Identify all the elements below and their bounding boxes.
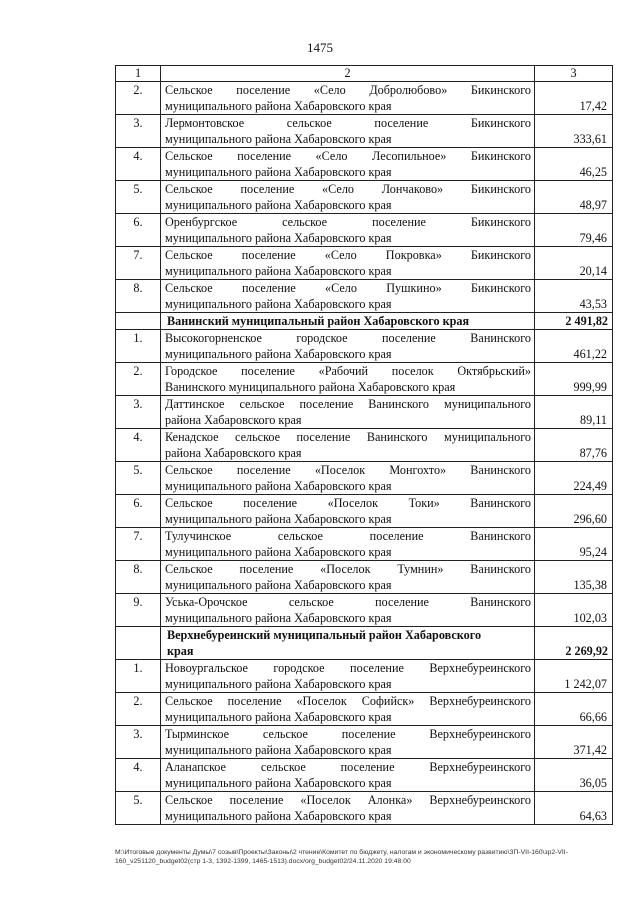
settlement-name-cell: [161, 792, 535, 825]
row-number-cell: [116, 693, 161, 726]
settlement-name-cell: [161, 429, 535, 462]
settlement-name-line-2: муниципального района Хабаровского края: [165, 198, 392, 212]
amount-cell: [535, 594, 613, 627]
amount-cell: [535, 429, 613, 462]
settlement-name-line-1: Кенадское сельское поселение Ванинского муниципального: [165, 430, 531, 444]
header-col-2: 2: [161, 66, 535, 82]
amount-cell: [535, 115, 613, 148]
row-number-cell: [116, 792, 161, 825]
settlement-name-line-1: Сельское поселение «Село Покровка» Бикинского: [165, 248, 531, 262]
row-number: 6.: [133, 496, 143, 510]
settlement-name-line-1: Тырминское сельское поселение Верхнебуреинского: [165, 727, 531, 741]
row-number: 4.: [133, 430, 143, 444]
row-number-cell: [116, 528, 161, 561]
district-total-value: 2 491,82: [565, 314, 608, 328]
amount-value: 999,99: [573, 380, 607, 394]
settlement-name-cell: [161, 396, 535, 429]
settlement-name-line-2: муниципального района Хабаровского края: [165, 231, 392, 245]
amount-cell: [535, 214, 613, 247]
settlement-name-line-2: муниципального района Хабаровского края: [165, 99, 392, 113]
amount-cell: [535, 726, 613, 759]
amount-cell: [535, 247, 613, 280]
bikin-settlement-row: [116, 280, 613, 313]
settlement-name-cell: [161, 594, 535, 627]
vanino-settlement-row: [116, 561, 613, 594]
verkhnebureinsky-settlement-row: [116, 726, 613, 759]
amount-value: 43,53: [579, 297, 607, 311]
row-number: 3.: [133, 116, 143, 130]
row-number: 2.: [133, 694, 143, 708]
row-number-cell: [116, 726, 161, 759]
row-number: 7.: [133, 248, 143, 262]
settlement-name-cell: [161, 759, 535, 792]
district-total-cell: [535, 627, 613, 660]
district-total-row-vanino: [116, 313, 613, 330]
amount-value: 46,25: [579, 165, 607, 179]
settlement-name-line-1: Лермонтовское сельское поселение Бикинского: [165, 116, 531, 130]
row-number-cell: [116, 594, 161, 627]
vanino-settlement-row: [116, 396, 613, 429]
row-number: 5.: [133, 793, 143, 807]
settlement-name-line-2: муниципального района Хабаровского края: [165, 677, 392, 691]
row-number-cell: [116, 495, 161, 528]
district-name-cell: [161, 313, 535, 330]
vanino-settlement-row: [116, 495, 613, 528]
vanino-settlement-row: [116, 528, 613, 561]
row-number: 8.: [133, 281, 143, 295]
amount-cell: [535, 330, 613, 363]
settlement-name-line-1: Даттинское сельское поселение Ванинского муниципального: [165, 397, 531, 411]
row-number: 8.: [133, 562, 143, 576]
district-total-row-verkhnebureinsky: [116, 627, 613, 660]
row-number: 3.: [133, 397, 143, 411]
vanino-settlement-row: [116, 429, 613, 462]
amount-cell: [535, 396, 613, 429]
district-name: Ванинский муниципальный район Хабаровского края: [167, 314, 470, 328]
amount-cell: [535, 561, 613, 594]
settlement-name-cell: [161, 726, 535, 759]
amount-cell: [535, 495, 613, 528]
settlement-name-line-1: Оренбургское сельское поселение Бикинского: [165, 215, 531, 229]
amount-value: 64,63: [579, 809, 607, 823]
header-col-1: 1: [116, 66, 161, 82]
settlement-name-line-2: муниципального района Хабаровского края: [165, 611, 392, 625]
settlement-name-cell: [161, 280, 535, 313]
amount-value: 371,42: [573, 743, 607, 757]
row-number: 4.: [133, 760, 143, 774]
amount-value: 66,66: [579, 710, 607, 724]
settlement-name-line-2: района Хабаровского края: [165, 446, 302, 460]
row-number-cell: [116, 247, 161, 280]
row-number: 3.: [133, 727, 143, 741]
settlement-name-line-1: Сельское поселение «Село Пушкино» Бикинского: [165, 281, 531, 295]
settlement-name-cell: [161, 330, 535, 363]
row-number-cell: [116, 396, 161, 429]
verkhnebureinsky-settlement-row: [116, 792, 613, 825]
settlement-name-cell: [161, 462, 535, 495]
settlement-name-cell: [161, 495, 535, 528]
row-number-cell: [116, 181, 161, 214]
settlement-name-line-1: Высокогорненское городское поселение Ванинского: [165, 331, 531, 345]
amount-cell: [535, 148, 613, 181]
settlement-name-cell: [161, 82, 535, 115]
amount-cell: [535, 82, 613, 115]
settlement-name-line-1: Сельское поселение «Поселок Монгохто» Ванинского: [165, 463, 531, 477]
row-number-cell: [116, 214, 161, 247]
amount-value: 1 242,07: [564, 677, 607, 691]
row-number-cell: [116, 561, 161, 594]
amount-value: 461,22: [573, 347, 607, 361]
row-number: 7.: [133, 529, 143, 543]
amount-value: 89,11: [580, 413, 607, 427]
row-number-cell: [116, 330, 161, 363]
settlement-name-line-2: муниципального района Хабаровского края: [165, 743, 392, 757]
settlement-name-line-1: Аланапское сельское поселение Верхнебуреинского: [165, 760, 531, 774]
settlement-name-line-1: Сельское поселение «Село Лончаково» Бикинского: [165, 182, 531, 196]
vanino-settlement-row: [116, 594, 613, 627]
settlement-name-line-2: муниципального района Хабаровского края: [165, 776, 392, 790]
bikin-settlement-row: [116, 181, 613, 214]
settlement-name-line-2: муниципального района Хабаровского края: [165, 710, 392, 724]
empty-number-cell: [116, 313, 161, 330]
row-number-cell: [116, 363, 161, 396]
district-total-value: 2 269,92: [565, 644, 608, 658]
page-number: 1475: [307, 40, 333, 55]
row-number-cell: [116, 82, 161, 115]
vanino-settlement-row: [116, 330, 613, 363]
settlement-name-line-1: Сельское поселение «Село Добролюбово» Бикинского: [165, 83, 531, 97]
bikin-settlement-row: [116, 148, 613, 181]
row-number: 4.: [133, 149, 143, 163]
district-name-line-1: Верхнебуреинский муниципальный район Хабаровского: [167, 628, 482, 642]
settlement-name-line-1: Сельское поселение «Поселок Алонка» Верхнебуреинского: [165, 793, 531, 807]
amount-cell: [535, 528, 613, 561]
row-number: 1.: [133, 661, 143, 675]
row-number: 5.: [133, 182, 143, 196]
settlement-name-line-2: муниципального района Хабаровского края: [165, 264, 392, 278]
settlement-name-line-2: муниципального района Хабаровского края: [165, 512, 392, 526]
empty-number-cell: [116, 627, 161, 660]
settlement-name-line-1: Сельское поселение «Поселок Софийск» Верхнебуреинского: [165, 694, 531, 708]
row-number-cell: [116, 759, 161, 792]
settlement-name-line-2: муниципального района Хабаровского края: [165, 132, 392, 146]
settlement-name-cell: [161, 247, 535, 280]
bikin-settlement-row: [116, 247, 613, 280]
budget-table: [115, 65, 613, 825]
amount-cell: [535, 280, 613, 313]
amount-value: 333,61: [573, 132, 607, 146]
settlement-name-line-2: муниципального района Хабаровского края: [165, 545, 392, 559]
settlement-name-line-2: муниципального района Хабаровского края: [165, 809, 392, 823]
amount-cell: [535, 759, 613, 792]
amount-cell: [535, 792, 613, 825]
settlement-name-cell: [161, 181, 535, 214]
settlement-name-line-2: муниципального района Хабаровского края: [165, 479, 392, 493]
row-number-cell: [116, 429, 161, 462]
row-number-cell: [116, 462, 161, 495]
row-number-cell: [116, 148, 161, 181]
table-header-row: [116, 66, 613, 82]
settlement-name-line-2: района Хабаровского края: [165, 413, 302, 427]
verkhnebureinsky-settlement-row: [116, 660, 613, 693]
vanino-settlement-row: [116, 363, 613, 396]
settlement-name-cell: [161, 115, 535, 148]
vanino-settlement-row: [116, 462, 613, 495]
amount-cell: [535, 693, 613, 726]
settlement-name-cell: [161, 528, 535, 561]
row-number: 1.: [133, 331, 143, 345]
verkhnebureinsky-settlement-row: [116, 693, 613, 726]
amount-value: 36,05: [579, 776, 607, 790]
settlement-name-line-1: Сельское поселение «Село Лесопильное» Бикинского: [165, 149, 531, 163]
amount-cell: [535, 660, 613, 693]
settlement-name-line-2: муниципального района Хабаровского края: [165, 165, 392, 179]
amount-value: 95,24: [579, 545, 607, 559]
district-name-line-2: края: [167, 644, 194, 658]
row-number: 9.: [133, 595, 143, 609]
amount-value: 17,42: [579, 99, 607, 113]
settlement-name-line-1: Сельское поселение «Поселок Тумнин» Ванинского: [165, 562, 531, 576]
amount-value: 296,60: [573, 512, 607, 526]
row-number: 2.: [133, 83, 143, 97]
row-number: 2.: [133, 364, 143, 378]
row-number-cell: [116, 660, 161, 693]
row-number: 5.: [133, 463, 143, 477]
amount-value: 20,14: [579, 264, 607, 278]
settlement-name-line-1: Новоургальское городское поселение Верхнебуреинского: [165, 661, 531, 675]
amount-value: 135,38: [573, 578, 607, 592]
row-number-cell: [116, 115, 161, 148]
amount-cell: [535, 363, 613, 396]
bikin-settlement-row: [116, 214, 613, 247]
settlement-name-cell: [161, 214, 535, 247]
verkhnebureinsky-settlement-row: [116, 759, 613, 792]
amount-value: 224,49: [573, 479, 607, 493]
settlement-name-line-2: муниципального района Хабаровского края: [165, 578, 392, 592]
settlement-name-line-1: Тулучинское сельское поселение Ванинского: [165, 529, 531, 543]
header-col-3: 3: [535, 66, 613, 82]
settlement-name-cell: [161, 363, 535, 396]
row-number-cell: [116, 280, 161, 313]
amount-value: 48,97: [579, 198, 607, 212]
amount-value: 79,46: [579, 231, 607, 245]
amount-value: 102,03: [573, 611, 607, 625]
document-path-footer: M:\Итоговые документы Думы\7 созыв\Проекты\Законы\2 чтение\Комитет по бюджету, налогам и экономическому развитию\ЗП-VII-160\зр2-VII-160_v251120_budget02(стр 1-3, 1392-1399, 1465-1513).docx/org_budget02/24.11.2020 19:48:00: [115, 849, 568, 865]
settlement-name-line-1: Городское поселение «Рабочий поселок Октябрьский»: [165, 364, 531, 378]
row-number: 6.: [133, 215, 143, 229]
settlement-name-line-2: муниципального района Хабаровского края: [165, 297, 392, 311]
bikin-settlement-row: [116, 115, 613, 148]
settlement-name-cell: [161, 561, 535, 594]
settlement-name-cell: [161, 148, 535, 181]
settlement-name-cell: [161, 693, 535, 726]
amount-cell: [535, 462, 613, 495]
bikin-settlement-row: [116, 82, 613, 115]
settlement-name-line-2: Ванинского муниципального района Хабаровского края: [165, 380, 456, 394]
amount-value: 87,76: [579, 446, 607, 460]
district-name-cell: [161, 627, 535, 660]
settlement-name-cell: [161, 660, 535, 693]
settlement-name-line-1: Уська-Орочское сельское поселение Ванинского: [165, 595, 531, 609]
settlement-name-line-2: муниципального района Хабаровского края: [165, 347, 392, 361]
district-total-cell: [535, 313, 613, 330]
settlement-name-line-1: Сельское поселение «Поселок Токи» Ванинского: [165, 496, 531, 510]
amount-cell: [535, 181, 613, 214]
